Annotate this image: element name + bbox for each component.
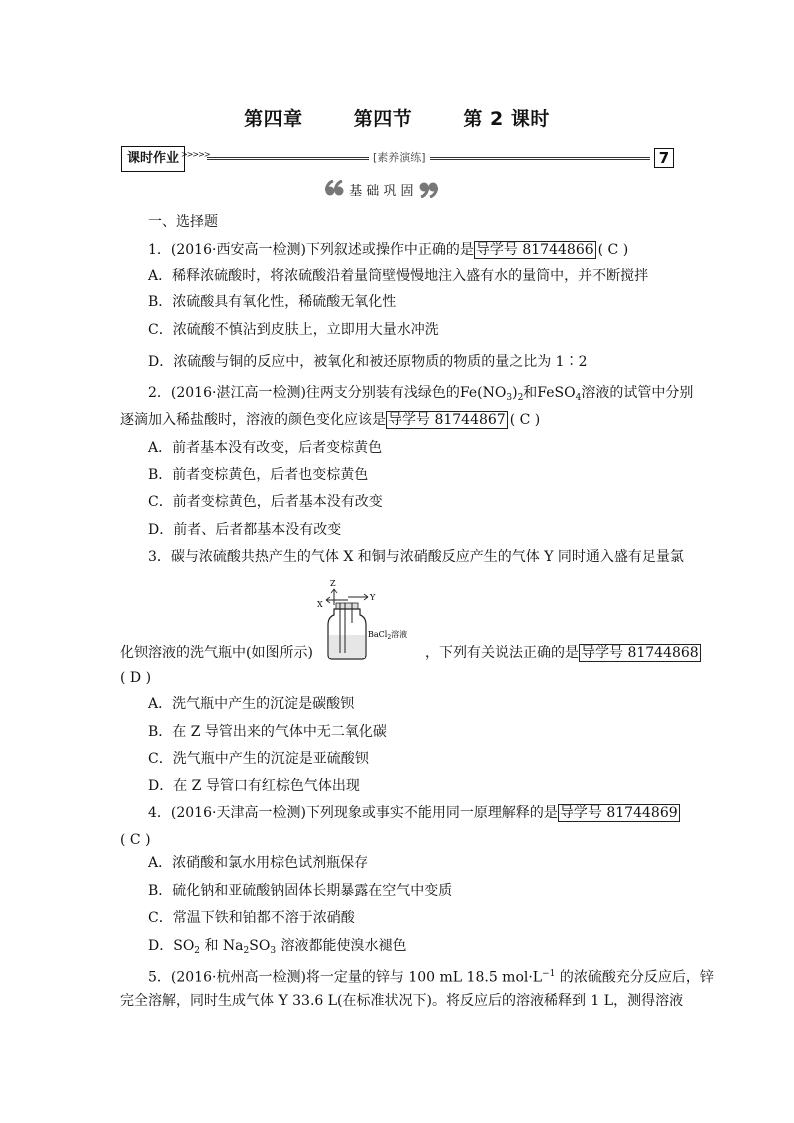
solution-sub: 2 bbox=[387, 634, 392, 641]
section-label: 第四节 bbox=[353, 108, 413, 130]
question-1-option-c: C．浓硫酸不慎沾到皮肤上，立即用大量水冲洗 bbox=[148, 322, 439, 338]
question-4-answer: ( C ) bbox=[120, 832, 151, 848]
part-title: 一、选择题 bbox=[148, 214, 218, 230]
question-5-stem-line2: 完全溶解，同时生成气体 Y 33.6 L(在标准状况下)。将反应后的溶液稀释到 1 L，测得溶液 bbox=[120, 993, 684, 1009]
formula-sub: 3 bbox=[506, 393, 513, 403]
question-3-option-c: C．洗气瓶中产生的沉淀是亚硫酸钡 bbox=[148, 751, 369, 767]
formula-sub: 4 bbox=[575, 393, 582, 403]
banner-subtitle: [素养演练] bbox=[369, 149, 430, 165]
question-3-answer: ( D ) bbox=[120, 670, 152, 686]
question-4-option-d bbox=[148, 936, 407, 961]
question-5-text-a: 5．(2016·杭州高一检测)将一定量的锌与 100 mL 18.5 mol·L bbox=[148, 969, 543, 986]
label-x: X bbox=[317, 600, 323, 609]
question-1-ref: 导学号 81744866 bbox=[475, 242, 594, 258]
question-2-stem-line1 bbox=[148, 383, 693, 408]
formula-feso4: FeSO bbox=[537, 385, 576, 401]
question-2-option-c: C．前者变棕黄色，后者基本没有改变 bbox=[148, 494, 383, 510]
section-heading bbox=[325, 180, 438, 202]
solution-tail: 溶液 bbox=[391, 630, 408, 639]
arrow-decoration: >>>>> bbox=[181, 150, 210, 159]
option-d-text: SO bbox=[249, 938, 271, 954]
question-4-text: 4．(2016·天津高一检测)下列现象或事实不能用同一原理解释的是 bbox=[148, 805, 558, 821]
formula-sub: 2 bbox=[194, 946, 201, 956]
option-d-text: 和 Na bbox=[200, 938, 244, 954]
unit-superscript: −1 bbox=[542, 969, 556, 979]
label-y: Y bbox=[370, 593, 376, 602]
question-4-option-a: A．浓硝酸和氯水用棕色试剂瓶保存 bbox=[148, 855, 369, 871]
question-1-text: 1．(2016·西安高一检测)下列叙述或操作中正确的是 bbox=[148, 242, 474, 258]
formula-paren: ) bbox=[512, 385, 518, 401]
question-3-stem-line2: 化钡溶液的洗气瓶中(如图所示) bbox=[120, 645, 313, 661]
question-2-text-b: 溶液的试管中分别 bbox=[581, 385, 694, 401]
solution-text: BaCl bbox=[368, 630, 388, 639]
formula-fe-no3: Fe(NO bbox=[459, 385, 507, 401]
question-2-option-b: B．前者变棕黄色，后者也变棕黄色 bbox=[148, 467, 369, 483]
option-d-text: D．SO bbox=[148, 938, 195, 954]
question-3-option-a: A．洗气瓶中产生的沉淀是碳酸钡 bbox=[148, 696, 355, 712]
question-2-text-a: 2．(2016·湛江高一检测)往两支分别装有浅绿色的 bbox=[148, 385, 460, 401]
chapter-label: 第四章 bbox=[244, 108, 303, 130]
question-3-text-c: ，下列有关说法正确的是 bbox=[425, 645, 579, 661]
conjunction: 和 bbox=[523, 385, 538, 401]
solution-label bbox=[368, 629, 407, 641]
question-1-answer: ( C ) bbox=[597, 242, 629, 258]
homework-tag: 课时作业 bbox=[121, 146, 185, 172]
close-quote-icon bbox=[418, 180, 438, 198]
question-3-option-d: D．在 Z 导管口有红棕色气体出现 bbox=[148, 778, 360, 794]
question-2-ref: 导学号 81744867 bbox=[388, 412, 506, 428]
question-1-option-b: B．浓硫酸具有氧化性，稀硫酸无氧化性 bbox=[148, 294, 397, 310]
formula-sub: 2 bbox=[517, 393, 524, 403]
question-2-option-d: D．前者、后者都基本没有改变 bbox=[148, 522, 342, 538]
gas-washing-bottle-diagram bbox=[314, 575, 424, 665]
question-4-stem bbox=[148, 803, 680, 823]
question-3-option-b: B．在 Z 导管出来的气体中无二氧化碳 bbox=[148, 724, 387, 740]
question-3-stem-line2b bbox=[425, 643, 701, 663]
question-1-stem bbox=[148, 240, 628, 260]
question-1-option-d: D．浓硫酸与铜的反应中，被氧化和被还原物质的物质的量之比为 1∶2 bbox=[148, 354, 588, 370]
question-4-option-b: B．硫化钠和亚硫酸钠固体长期暴露在空气中变质 bbox=[148, 883, 453, 899]
page-title bbox=[0, 104, 794, 131]
question-1-option-a: A．稀释浓硫酸时，将浓硫酸沿着量筒壁慢慢地注入盛有水的量筒中，并不断搅拌 bbox=[148, 268, 649, 284]
section-title: 基 础 巩 固 bbox=[349, 184, 414, 199]
homework-banner bbox=[121, 146, 674, 172]
question-5-stem-line1 bbox=[148, 964, 714, 988]
option-d-text: 溶液都能使溴水褪色 bbox=[276, 938, 407, 954]
question-4-ref: 导学号 81744869 bbox=[559, 805, 678, 821]
formula-sub: 3 bbox=[270, 946, 277, 956]
question-2-answer: ( C ) bbox=[509, 412, 541, 428]
question-3-ref: 导学号 81744868 bbox=[581, 645, 699, 661]
label-z: Z bbox=[330, 579, 336, 588]
question-2-text-c: 逐滴加入稀盐酸时，溶液的颜色变化应该是 bbox=[120, 412, 386, 428]
question-3-stem-line1: 3．碳与浓硫酸共热产生的气体 X 和铜与浓硝酸反应产生的气体 Y 同时通入盛有足量氯 bbox=[148, 549, 684, 565]
formula-sub: 2 bbox=[243, 946, 250, 956]
page-number-badge: 7 bbox=[654, 148, 674, 168]
question-2-option-a: A．前者基本没有改变，后者变棕黄色 bbox=[148, 440, 383, 456]
question-4-option-c: C．常温下铁和铂都不溶于浓硝酸 bbox=[148, 910, 355, 926]
open-quote-icon bbox=[325, 180, 345, 198]
question-5-text-a2: 的浓硫酸充分反应后，锌 bbox=[555, 969, 714, 986]
question-2-stem-line2 bbox=[120, 410, 540, 430]
lesson-label: 第 2 课时 bbox=[463, 108, 550, 130]
